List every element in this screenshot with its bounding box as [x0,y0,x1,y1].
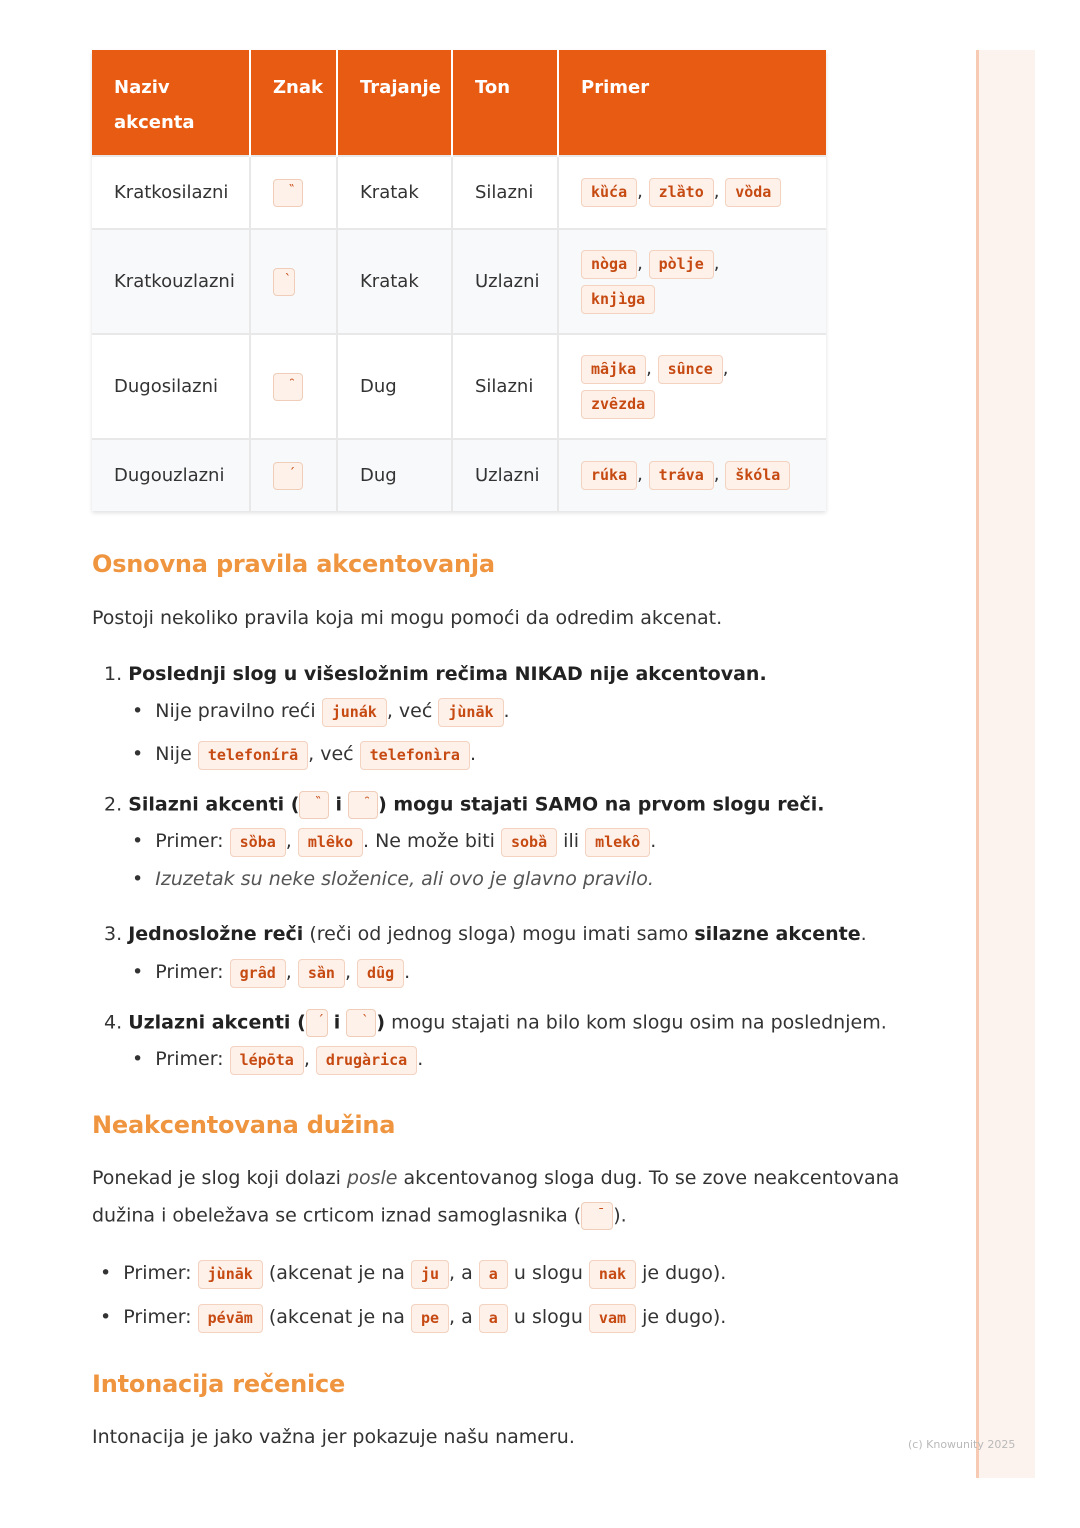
list-item: • Primer: sȍba , mlȇko . Ne može biti sobȁ ili mlekȏ . [132,825,656,860]
accent-examples: rúka , tráva , škóla [558,439,826,511]
rule-2: 2. Silazni akcenti ( i ) mogu stajati SAMO na prvom slogu reči. [104,791,824,819]
intro-text: Postoji nekoliko pravila koja mi mogu pomoći da odredim akcenat. [92,607,723,629]
code-word: pe [411,1304,449,1333]
code-word: sȍba [230,828,286,857]
accent-name: Dugouzlazni [92,439,250,511]
code-word: grȃd [230,959,286,988]
code-word: telefonírā [198,741,308,770]
example-word: kȕća [581,178,637,207]
example-word: mȃjka [581,355,646,384]
section-title-intonacija: Intonacija rečenice [92,1370,346,1398]
table-header-row [92,50,826,156]
example-word: vȍda [725,178,781,207]
table-row [92,229,826,334]
example-word: sȗnce [658,355,723,384]
section-title-duzina: Neakcentovana dužina [92,1111,396,1139]
accent-table [92,50,826,511]
code-word: drugàrica [316,1046,417,1075]
table-row [92,439,826,511]
header-naziv: Naziv akcenta [92,50,250,156]
code-word: junák [322,698,387,727]
accent-examples: nòga , pòlje , knjìga [558,229,826,334]
code-word: mlekȏ [585,828,650,857]
accent-name: Kratkouzlazni [92,229,250,334]
accent-tone: Uzlazni [452,439,558,511]
example-word: rúka [581,461,637,490]
accent-tone: Silazni [452,334,558,439]
accent-tone: Uzlazni [452,229,558,334]
rule-1-title: Poslednji slog u višesložnim rečima NIKAD nije akcentovan. [128,663,767,685]
accent-duration: Kratak [337,156,452,229]
accent-sign [346,1009,376,1037]
code-word: telefonìra [360,741,470,770]
list-item: • Primer: grȃd , sȁn , dȗg . [132,956,410,991]
code-word: dȗg [357,959,404,988]
example-word: tráva [649,461,714,490]
accent-sign [348,791,378,819]
header-znak: Znak [250,50,337,156]
accent-tone: Silazni [452,156,558,229]
accent-sign [306,1009,328,1037]
code-word: sȁn [298,959,345,988]
table-row [92,156,826,229]
header-primer: Primer [558,50,826,156]
code-word: a [479,1260,508,1289]
header-ton: Ton [452,50,558,156]
page-sidebar [976,50,1035,1478]
list-item: • Nije telefonírā , već telefonìra . [132,738,476,773]
rule-4: 4. Uzlazni akcenti ( i ) mogu stajati na bilo kom slogu osim na poslednjem. [104,1009,887,1037]
accent-sign [299,791,329,819]
code-word: sobȁ [501,828,557,857]
list-item: • Primer: pévām (akcenat je na pe , a a u slogu vam je dugo). [100,1301,726,1336]
example-word: škóla [725,461,790,490]
code-word: jùnāk [198,1260,263,1289]
copyright: (c) Knowunity 2025 [908,1438,1016,1451]
list-item: • Primer: lépōta , drugàrica . [132,1043,423,1078]
example-word: knjìga [581,285,655,314]
code-word: ju [411,1260,449,1289]
duzina-paragraph-line-2: dužina i obeležava se crticom iznad samoglasnika ( ). [92,1202,627,1230]
code-word: jùnāk [438,698,503,727]
accent-examples: kȕća , zlȁto , vȍda [558,156,826,229]
rule-3: 3. Jednosložne reči (reči od jednog sloga) mogu imati samo silazne akcente. [104,923,867,945]
example-word: nòga [581,250,637,279]
accent-sign [273,373,303,401]
accent-sign [273,268,295,296]
intonacija-text: Intonacija je jako važna jer pokazuje našu nameru. [92,1426,575,1448]
accent-name: Kratkosilazni [92,156,250,229]
code-word: pévām [198,1304,263,1333]
example-word: pòlje [649,250,714,279]
accent-duration: Kratak [337,229,452,334]
code-word: vam [589,1304,636,1333]
accent-duration: Dug [337,439,452,511]
example-word: zvȇzda [581,390,655,419]
accent-sign [273,179,303,207]
rule-1: 1. Poslednji slog u višesložnim rečima NIKAD nije akcentovan. [104,663,767,685]
list-item: • Nije pravilno reći junák , već jùnāk . [132,695,510,730]
list-item: • Primer: jùnāk (akcenat je na ju , a a u slogu nak je dugo). [100,1257,726,1292]
duzina-paragraph-line-1: Ponekad je slog koji dolazi posle akcentovanog sloga dug. To se zove neakcentovana [92,1167,900,1189]
table-row [92,334,826,439]
accent-duration: Dug [337,334,452,439]
code-word: lépōta [230,1046,304,1075]
code-word: mlȇko [298,828,363,857]
accent-examples: mȃjka , sȗnce , zvȇzda [558,334,826,439]
example-word: zlȁto [649,178,714,207]
code-word: nak [589,1260,636,1289]
accent-name: Dugosilazni [92,334,250,439]
macron-sign [581,1202,613,1230]
code-word: a [479,1304,508,1333]
header-trajanje: Trajanje [337,50,452,156]
main-content [92,50,900,1448]
list-item: • Izuzetak su neke složenice, ali ovo je glavno pravilo. [132,868,654,890]
accent-sign [273,462,303,490]
section-title-pravila: Osnovna pravila akcentovanja [92,550,495,578]
